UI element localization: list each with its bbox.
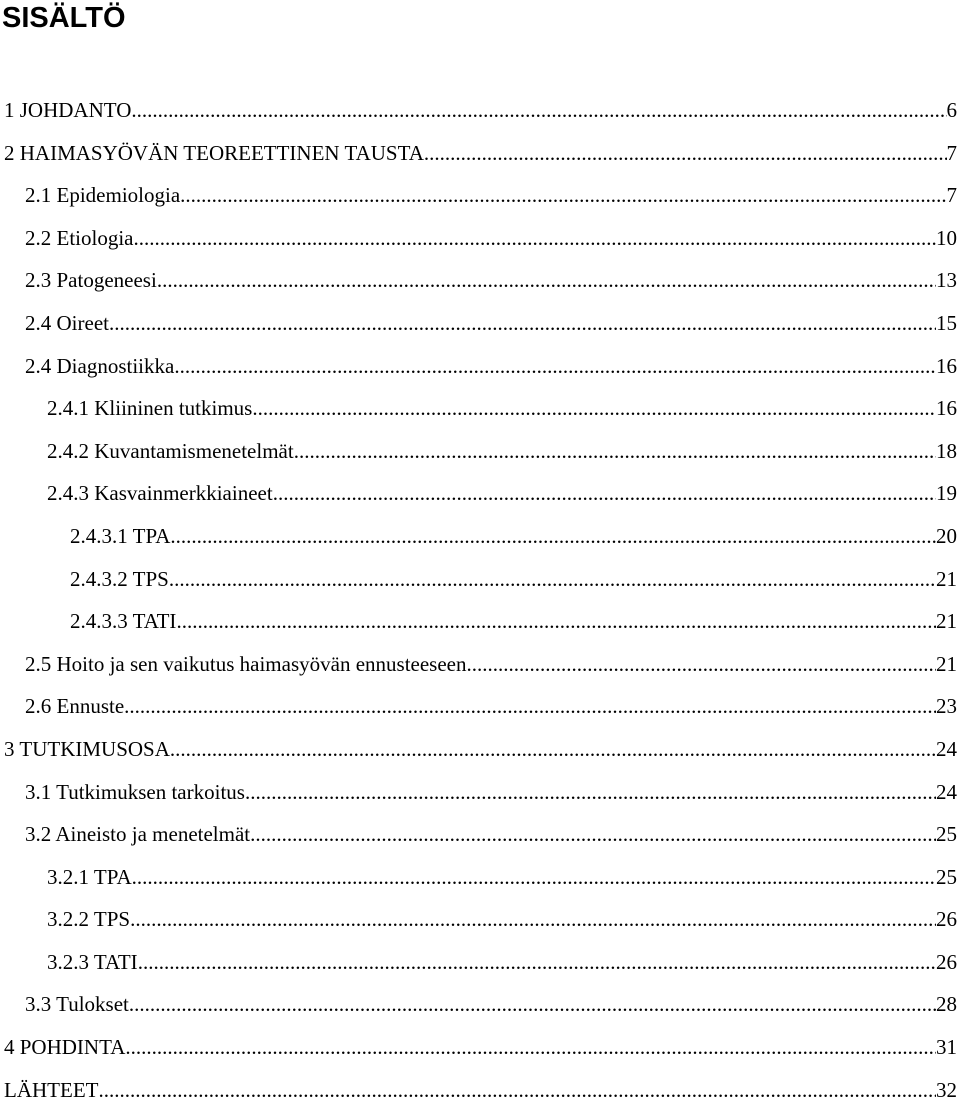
toc-entry[interactable] xyxy=(0,515,960,558)
page-title: SISÄLTÖ xyxy=(2,0,126,38)
toc-page-number: 13 xyxy=(936,259,960,301)
toc-page-number: 28 xyxy=(936,983,960,1025)
toc-entry-title: 2.3 Patogeneesi xyxy=(25,259,157,301)
toc-entry-title: 3.2.3 TATI xyxy=(47,941,138,983)
toc-page-number: 6 xyxy=(947,89,960,131)
toc-page-number: 20 xyxy=(936,515,960,557)
toc-page-number: 23 xyxy=(936,685,960,727)
toc-page-number: 26 xyxy=(936,898,960,940)
toc-dot-leader xyxy=(424,132,947,174)
toc-dot-leader xyxy=(157,259,936,301)
toc-page-number: 10 xyxy=(936,217,960,259)
toc-dot-leader xyxy=(109,302,936,344)
toc-dot-leader xyxy=(180,174,946,216)
toc-page-number: 16 xyxy=(936,387,960,429)
toc-entry[interactable] xyxy=(0,89,960,132)
toc-entry[interactable] xyxy=(0,643,960,686)
toc-dot-leader xyxy=(134,217,937,259)
toc-entry-title: 1 JOHDANTO xyxy=(4,89,131,131)
toc-page-number: 7 xyxy=(947,174,960,216)
toc-entry-title: 3.2.2 TPS xyxy=(47,898,130,940)
toc-dot-leader xyxy=(273,472,936,514)
toc-entry-title: 2.6 Ennuste xyxy=(25,685,124,727)
toc-entry[interactable] xyxy=(0,345,960,388)
toc-dot-leader xyxy=(98,1069,936,1111)
toc-dot-leader xyxy=(125,1026,936,1068)
toc-page-number: 7 xyxy=(947,132,960,174)
toc-dot-leader xyxy=(169,558,936,600)
toc-entry-title: 3.3 Tulokset xyxy=(25,983,129,1025)
toc-entry[interactable] xyxy=(0,302,960,345)
toc-page-number: 16 xyxy=(936,345,960,387)
toc-entry[interactable] xyxy=(0,430,960,473)
toc-entry-title: 2.4.3.3 TATI xyxy=(70,600,176,642)
toc-page-number: 21 xyxy=(936,558,960,600)
toc-entry[interactable] xyxy=(0,941,960,984)
toc-entry[interactable] xyxy=(0,132,960,175)
toc-entry-title: 2.4.3 Kasvainmerkkiaineet xyxy=(47,472,273,514)
toc-page-number: 25 xyxy=(936,856,960,898)
toc-dot-leader xyxy=(130,898,936,940)
toc-entry-title: 4 POHDINTA xyxy=(4,1026,125,1068)
toc-entry-title: 2.5 Hoito ja sen vaikutus haimasyövän ennusteeseen xyxy=(25,643,466,685)
toc-entry-title: 2.2 Etiologia xyxy=(25,217,134,259)
toc-page-number: 15 xyxy=(936,302,960,344)
toc-page-number: 21 xyxy=(936,600,960,642)
toc-page-number: 19 xyxy=(936,472,960,514)
toc-dot-leader xyxy=(466,643,936,685)
toc-entry-title: LÄHTEET xyxy=(4,1069,98,1111)
toc-entry[interactable] xyxy=(0,217,960,260)
toc-dot-leader xyxy=(132,856,936,898)
toc-page-number: 26 xyxy=(936,941,960,983)
toc-dot-leader xyxy=(170,515,936,557)
toc-dot-leader xyxy=(174,345,936,387)
toc-dot-leader xyxy=(131,89,946,131)
toc-entry[interactable] xyxy=(0,174,960,217)
toc-dot-leader xyxy=(138,941,936,983)
toc-entry[interactable] xyxy=(0,771,960,814)
toc-entry-title: 2.4 Diagnostiikka xyxy=(25,345,174,387)
toc-entry[interactable] xyxy=(0,983,960,1026)
toc-dot-leader xyxy=(124,685,936,727)
toc-page-number: 18 xyxy=(936,430,960,472)
toc-page-number: 31 xyxy=(936,1026,960,1068)
toc-entry[interactable] xyxy=(0,472,960,515)
toc-entry[interactable] xyxy=(0,1026,960,1069)
toc-dot-leader xyxy=(176,600,936,642)
toc-page-number: 24 xyxy=(936,771,960,813)
toc-page-number: 24 xyxy=(936,728,960,770)
toc-entry[interactable] xyxy=(0,259,960,302)
toc-entry-title: 2 HAIMASYÖVÄN TEOREETTINEN TAUSTA xyxy=(4,132,424,174)
toc-dot-leader xyxy=(129,983,936,1025)
toc-entry[interactable] xyxy=(0,387,960,430)
toc-dot-leader xyxy=(245,771,936,813)
toc-dot-leader xyxy=(170,728,936,770)
toc-entry-title: 3.2.1 TPA xyxy=(47,856,132,898)
toc-entry[interactable] xyxy=(0,813,960,856)
toc-entry-title: 2.4.3.1 TPA xyxy=(70,515,170,557)
toc-entry-title: 3.2 Aineisto ja menetelmät xyxy=(25,813,250,855)
toc-dot-leader xyxy=(250,813,936,855)
toc-entry[interactable] xyxy=(0,685,960,728)
toc-dot-leader xyxy=(252,387,936,429)
toc-page-number: 21 xyxy=(936,643,960,685)
toc-entry-title: 3.1 Tutkimuksen tarkoitus xyxy=(25,771,245,813)
toc-entry-title: 3 TUTKIMUSOSA xyxy=(4,728,170,770)
toc-entry[interactable] xyxy=(0,856,960,899)
toc-entry[interactable] xyxy=(0,558,960,601)
toc-page-number: 32 xyxy=(936,1069,960,1111)
toc-entry[interactable] xyxy=(0,1069,960,1111)
toc-entry-title: 2.4.1 Kliininen tutkimus xyxy=(47,387,252,429)
toc-entry[interactable] xyxy=(0,728,960,771)
toc-entry-title: 2.4 Oireet xyxy=(25,302,109,344)
toc-entry[interactable] xyxy=(0,898,960,941)
toc-entry-title: 2.4.3.2 TPS xyxy=(70,558,169,600)
toc-entry-title: 2.1 Epidemiologia xyxy=(25,174,180,216)
toc-dot-leader xyxy=(294,430,936,472)
toc-entry-title: 2.4.2 Kuvantamismenetelmät xyxy=(47,430,294,472)
table-of-contents xyxy=(0,89,960,1111)
toc-page-number: 25 xyxy=(936,813,960,855)
toc-entry[interactable] xyxy=(0,600,960,643)
